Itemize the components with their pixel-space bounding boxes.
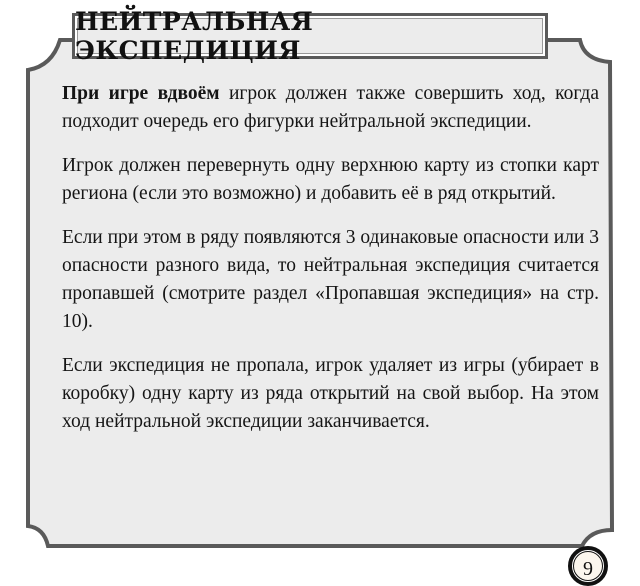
paragraph <box>62 224 599 336</box>
rules-text <box>62 80 599 452</box>
paragraph-text: Игрок должен перевернуть одну верхнюю карту из стопки карт региона (если это возможно) и добавить её в ряд открытий. <box>62 155 599 204</box>
paragraph-text: Если при этом в ряду появляются 3 одинаковые опасности или 3 опасности разного вида, то нейтральная экспедиция считается пропавшей (смотрите раздел «Пропавшая экспедиция» на стр. 10). <box>62 227 599 332</box>
paragraph-text: игрок должен также совершить ход, когда подходит очередь его фигурки нейтральной экспедиции. <box>62 83 599 132</box>
paragraph <box>62 352 599 436</box>
section-title: НЕЙТРАЛЬНАЯ ЭКСПЕДИЦИЯ <box>75 7 314 65</box>
page-number-badge <box>568 546 608 586</box>
bold-lead: При игре вдвоём <box>62 83 220 104</box>
page-number: 9 <box>583 557 593 580</box>
paragraph <box>62 152 599 208</box>
paragraph-text: Если экспедиция не пропала, игрок удаляет из игры (убирает в коробку) одну карту из ряда открытий на свой выбор. На этом ход нейтральной экспедиции заканчивается. <box>62 355 599 432</box>
title-banner <box>72 7 548 65</box>
paragraph <box>62 80 599 136</box>
